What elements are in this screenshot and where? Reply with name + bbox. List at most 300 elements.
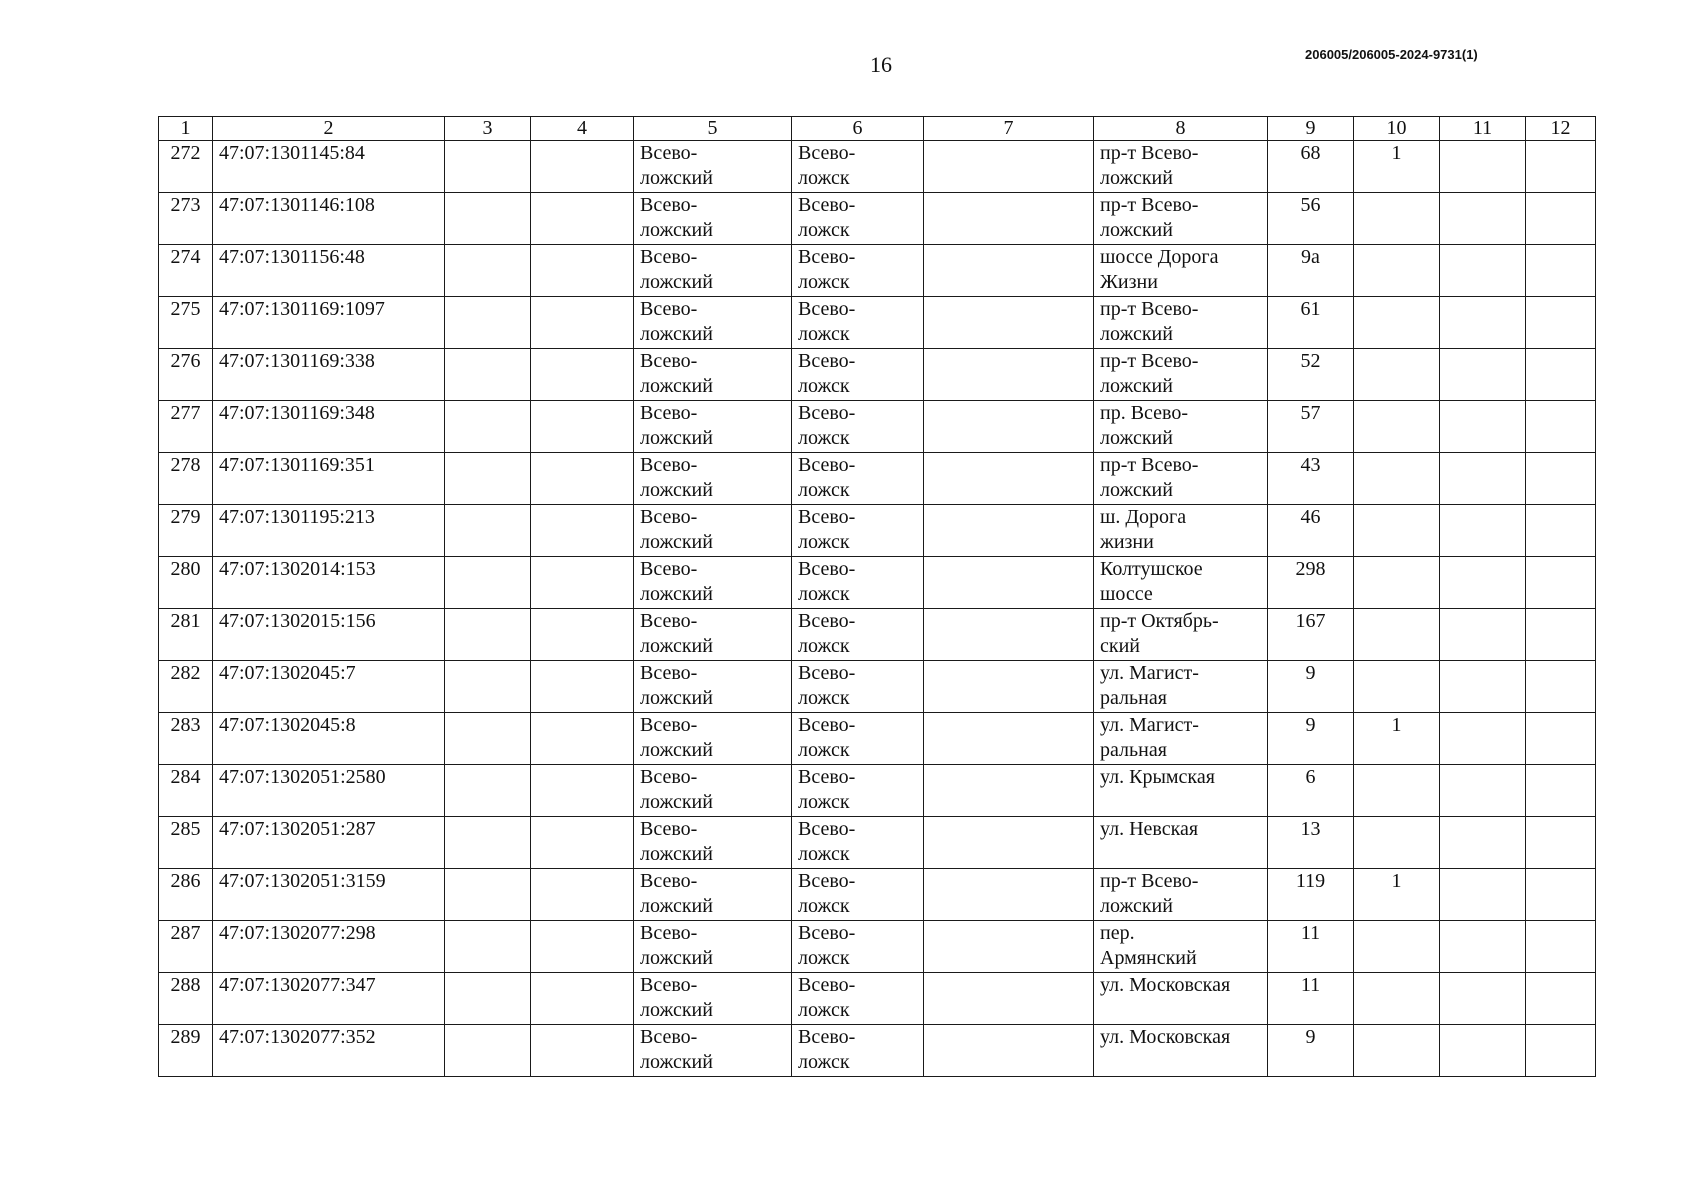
street-name-line: пр-т Всево- — [1100, 194, 1199, 216]
district-cell — [634, 505, 792, 557]
district-name-line: ложский — [640, 583, 713, 605]
cadastral-number-cell — [213, 401, 445, 453]
row-number: 288 — [170, 974, 201, 996]
district-name-line: ложский — [640, 1051, 713, 1073]
column-header: 7 — [924, 117, 1094, 141]
row-number-cell — [159, 245, 213, 297]
street-name-line: шоссе — [1100, 583, 1153, 605]
district-name-line: Всево- — [640, 922, 698, 944]
cadastral-number-cell — [213, 193, 445, 245]
city-cell — [792, 921, 924, 973]
house-number: 298 — [1295, 558, 1326, 580]
cadastral-number-cell — [213, 713, 445, 765]
district-cell — [634, 869, 792, 921]
district-name-line: ложский — [640, 271, 713, 293]
column-10-value: 1 — [1391, 714, 1402, 736]
column-3-cell — [445, 1025, 531, 1077]
column-7-cell — [924, 661, 1094, 713]
district-name-line: Всево- — [640, 870, 698, 892]
row-number: 275 — [170, 298, 201, 320]
street-cell — [1094, 817, 1268, 869]
city-name-line: Всево- — [798, 922, 856, 944]
city-cell — [792, 401, 924, 453]
district-name-line: Всево- — [640, 454, 698, 476]
city-name-line: ложск — [798, 1051, 850, 1073]
table-row — [159, 765, 1596, 817]
district-cell — [634, 973, 792, 1025]
cadastral-number-cell — [213, 297, 445, 349]
street-name-line: Армянский — [1100, 947, 1197, 969]
house-number: 6 — [1305, 766, 1316, 788]
cadastral-number-cell — [213, 609, 445, 661]
house-number: 9 — [1305, 662, 1316, 684]
district-cell — [634, 401, 792, 453]
column-10-value: 1 — [1391, 142, 1402, 164]
table-row — [159, 401, 1596, 453]
row-number: 272 — [170, 142, 201, 164]
district-name-line: Всево- — [640, 662, 698, 684]
cadastral-number-cell — [213, 557, 445, 609]
column-12-cell — [1526, 973, 1596, 1025]
street-name-line: ул. Невская — [1100, 818, 1199, 840]
column-12-cell — [1526, 557, 1596, 609]
column-10-cell — [1354, 297, 1440, 349]
table-row — [159, 609, 1596, 661]
district-cell — [634, 557, 792, 609]
column-4-cell — [531, 609, 634, 661]
table-row — [159, 245, 1596, 297]
street-cell — [1094, 1025, 1268, 1077]
district-name-line: Всево- — [640, 350, 698, 372]
street-cell — [1094, 401, 1268, 453]
row-number: 289 — [170, 1026, 201, 1048]
page-number: 16 — [870, 52, 892, 77]
city-cell — [792, 609, 924, 661]
table-row — [159, 869, 1596, 921]
column-10-cell — [1354, 609, 1440, 661]
street-cell — [1094, 557, 1268, 609]
column-4-cell — [531, 557, 634, 609]
house-number: 9 — [1305, 1026, 1316, 1048]
column-4-cell — [531, 297, 634, 349]
district-name-line: ложский — [640, 479, 713, 501]
street-name-line: ральная — [1100, 739, 1167, 761]
street-name-line: Жизни — [1100, 271, 1158, 293]
street-name-line: пр-т Всево- — [1100, 298, 1199, 320]
column-header: 2 — [213, 117, 445, 141]
row-number: 279 — [170, 506, 201, 528]
street-cell — [1094, 609, 1268, 661]
house-number: 61 — [1300, 298, 1321, 320]
row-number: 274 — [170, 246, 201, 268]
street-name-line: пр-т Всево- — [1100, 350, 1199, 372]
city-name-line: ложск — [798, 687, 850, 709]
column-7-cell — [924, 141, 1094, 193]
house-number: 167 — [1295, 610, 1326, 632]
column-4-cell — [531, 817, 634, 869]
city-name-line: Всево- — [798, 974, 856, 996]
cadastral-number-cell — [213, 1025, 445, 1077]
document-code: 206005/206005-2024-9731(1) — [1305, 47, 1478, 62]
column-12-cell — [1526, 661, 1596, 713]
column-12-cell — [1526, 245, 1596, 297]
city-name-line: ложск — [798, 271, 850, 293]
column-12-cell — [1526, 1025, 1596, 1077]
district-name-line: ложский — [640, 999, 713, 1021]
street-name-line: ский — [1100, 635, 1140, 657]
street-name-line: ложский — [1100, 323, 1173, 345]
column-3-cell — [445, 401, 531, 453]
city-cell — [792, 973, 924, 1025]
row-number-cell — [159, 869, 213, 921]
house-number: 56 — [1300, 194, 1321, 216]
column-7-cell — [924, 401, 1094, 453]
column-3-cell — [445, 453, 531, 505]
column-12-cell — [1526, 765, 1596, 817]
column-4-cell — [531, 193, 634, 245]
district-name-line: Всево- — [640, 818, 698, 840]
column-12-cell — [1526, 401, 1596, 453]
district-cell — [634, 661, 792, 713]
district-name-line: Всево- — [640, 1026, 698, 1048]
column-3-cell — [445, 505, 531, 557]
cadastral-number-cell — [213, 245, 445, 297]
cadastral-number: 47:07:1301169:351 — [219, 454, 375, 476]
street-cell — [1094, 661, 1268, 713]
column-4-cell — [531, 973, 634, 1025]
column-11-cell — [1440, 869, 1526, 921]
district-cell — [634, 1025, 792, 1077]
register-table — [158, 116, 1596, 1077]
cadastral-number-cell — [213, 817, 445, 869]
table-row — [159, 1025, 1596, 1077]
column-10-cell — [1354, 401, 1440, 453]
column-12-cell — [1526, 505, 1596, 557]
district-cell — [634, 193, 792, 245]
column-12-cell — [1526, 921, 1596, 973]
street-cell — [1094, 349, 1268, 401]
district-name-line: ложский — [640, 531, 713, 553]
column-11-cell — [1440, 713, 1526, 765]
street-name-line: пр. Всево- — [1100, 402, 1189, 424]
city-name-line: ложск — [798, 375, 850, 397]
column-11-cell — [1440, 453, 1526, 505]
street-cell — [1094, 453, 1268, 505]
row-number: 285 — [170, 818, 201, 840]
column-11-cell — [1440, 401, 1526, 453]
column-11-cell — [1440, 765, 1526, 817]
column-header: 4 — [531, 117, 634, 141]
cadastral-number: 47:07:1301145:84 — [219, 142, 365, 164]
cadastral-number: 47:07:1302045:7 — [219, 662, 356, 684]
city-name-line: Всево- — [798, 402, 856, 424]
column-12-cell — [1526, 453, 1596, 505]
column-11-cell — [1440, 817, 1526, 869]
house-number: 57 — [1300, 402, 1321, 424]
column-11-cell — [1440, 245, 1526, 297]
district-name-line: Всево- — [640, 142, 698, 164]
city-name-line: Всево- — [798, 246, 856, 268]
table-row — [159, 661, 1596, 713]
cadastral-number: 47:07:1301169:338 — [219, 350, 375, 372]
city-name-line: ложск — [798, 947, 850, 969]
row-number-cell — [159, 193, 213, 245]
column-10-cell — [1354, 973, 1440, 1025]
column-10-cell — [1354, 193, 1440, 245]
row-number-cell — [159, 349, 213, 401]
district-name-line: Всево- — [640, 766, 698, 788]
column-10-cell — [1354, 505, 1440, 557]
cadastral-number-cell — [213, 661, 445, 713]
row-number: 283 — [170, 714, 201, 736]
street-name-line: пр-т Октябрь- — [1100, 610, 1219, 632]
column-3-cell — [445, 349, 531, 401]
street-cell — [1094, 713, 1268, 765]
district-name-line: Всево- — [640, 298, 698, 320]
house-number-cell — [1268, 765, 1354, 817]
city-cell — [792, 869, 924, 921]
district-cell — [634, 297, 792, 349]
column-4-cell — [531, 453, 634, 505]
district-name-line: ложский — [640, 687, 713, 709]
house-number-cell — [1268, 349, 1354, 401]
city-name-line: Всево- — [798, 714, 856, 736]
city-name-line: Всево- — [798, 142, 856, 164]
house-number-cell — [1268, 505, 1354, 557]
cadastral-number: 47:07:1302051:3159 — [219, 870, 386, 892]
street-cell — [1094, 973, 1268, 1025]
column-10-value: 1 — [1391, 870, 1402, 892]
street-cell — [1094, 297, 1268, 349]
column-header: 6 — [792, 117, 924, 141]
district-cell — [634, 921, 792, 973]
district-cell — [634, 141, 792, 193]
column-11-cell — [1440, 609, 1526, 661]
house-number-cell — [1268, 869, 1354, 921]
column-7-cell — [924, 609, 1094, 661]
row-number-cell — [159, 661, 213, 713]
column-7-cell — [924, 973, 1094, 1025]
column-header: 11 — [1440, 117, 1526, 141]
column-header: 10 — [1354, 117, 1440, 141]
house-number: 13 — [1300, 818, 1321, 840]
column-7-cell — [924, 297, 1094, 349]
column-11-cell — [1440, 973, 1526, 1025]
column-7-cell — [924, 921, 1094, 973]
row-number: 280 — [170, 558, 201, 580]
table-body — [159, 141, 1596, 1077]
column-10-cell — [1354, 453, 1440, 505]
city-name-line: Всево- — [798, 870, 856, 892]
column-10-cell — [1354, 921, 1440, 973]
column-header: 5 — [634, 117, 792, 141]
city-name-line: ложск — [798, 427, 850, 449]
house-number-cell — [1268, 453, 1354, 505]
column-3-cell — [445, 557, 531, 609]
column-11-cell — [1440, 557, 1526, 609]
column-4-cell — [531, 765, 634, 817]
district-name-line: ложский — [640, 375, 713, 397]
city-name-line: Всево- — [798, 1026, 856, 1048]
cadastral-number-cell — [213, 973, 445, 1025]
row-number: 278 — [170, 454, 201, 476]
column-4-cell — [531, 869, 634, 921]
district-name-line: ложский — [640, 947, 713, 969]
row-number-cell — [159, 505, 213, 557]
cadastral-number-cell — [213, 505, 445, 557]
district-name-line: Всево- — [640, 506, 698, 528]
table-row — [159, 505, 1596, 557]
city-name-line: ложск — [798, 323, 850, 345]
column-10-cell — [1354, 661, 1440, 713]
column-3-cell — [445, 973, 531, 1025]
district-name-line: ложский — [640, 167, 713, 189]
row-number: 276 — [170, 350, 201, 372]
cadastral-number: 47:07:1301169:1097 — [219, 298, 385, 320]
city-cell — [792, 245, 924, 297]
cadastral-number-cell — [213, 453, 445, 505]
cadastral-number: 47:07:1301195:213 — [219, 506, 375, 528]
house-number: 119 — [1295, 870, 1326, 892]
column-header: 9 — [1268, 117, 1354, 141]
cadastral-number: 47:07:1302077:298 — [219, 922, 376, 944]
row-number: 282 — [170, 662, 201, 684]
column-7-cell — [924, 817, 1094, 869]
street-name-line: пр-т Всево- — [1100, 454, 1199, 476]
column-7-cell — [924, 1025, 1094, 1077]
column-7-cell — [924, 505, 1094, 557]
city-name-line: ложск — [798, 531, 850, 553]
row-number-cell — [159, 817, 213, 869]
row-number: 277 — [170, 402, 201, 424]
street-name-line: ложский — [1100, 427, 1173, 449]
street-cell — [1094, 765, 1268, 817]
house-number-cell — [1268, 141, 1354, 193]
city-cell — [792, 453, 924, 505]
column-10-cell — [1354, 713, 1440, 765]
street-name-line: ложский — [1100, 895, 1173, 917]
row-number-cell — [159, 973, 213, 1025]
column-header: 3 — [445, 117, 531, 141]
column-10-cell — [1354, 1025, 1440, 1077]
column-3-cell — [445, 765, 531, 817]
street-cell — [1094, 869, 1268, 921]
house-number: 9а — [1301, 246, 1320, 268]
street-name-line: пр-т Всево- — [1100, 142, 1199, 164]
city-name-line: Всево- — [798, 558, 856, 580]
street-name-line: жизни — [1100, 531, 1154, 553]
column-3-cell — [445, 609, 531, 661]
row-number-cell — [159, 557, 213, 609]
district-name-line: Всево- — [640, 246, 698, 268]
city-cell — [792, 661, 924, 713]
street-cell — [1094, 193, 1268, 245]
column-3-cell — [445, 713, 531, 765]
column-4-cell — [531, 349, 634, 401]
street-cell — [1094, 141, 1268, 193]
column-7-cell — [924, 765, 1094, 817]
district-cell — [634, 713, 792, 765]
cadastral-number: 47:07:1302077:347 — [219, 974, 376, 996]
city-name-line: ложск — [798, 635, 850, 657]
table-row — [159, 713, 1596, 765]
column-3-cell — [445, 297, 531, 349]
city-name-line: Всево- — [798, 818, 856, 840]
house-number-cell — [1268, 193, 1354, 245]
street-name-line: шоссе Дорога — [1100, 246, 1219, 268]
district-name-line: ложский — [640, 323, 713, 345]
house-number: 11 — [1300, 974, 1321, 996]
column-7-cell — [924, 557, 1094, 609]
street-cell — [1094, 505, 1268, 557]
street-name-line: пр-т Всево- — [1100, 870, 1199, 892]
column-3-cell — [445, 245, 531, 297]
column-7-cell — [924, 245, 1094, 297]
house-number: 43 — [1300, 454, 1321, 476]
row-number-cell — [159, 297, 213, 349]
column-number-row — [159, 117, 1596, 141]
row-number-cell — [159, 141, 213, 193]
city-name-line: Всево- — [798, 610, 856, 632]
city-name-line: ложск — [798, 219, 850, 241]
city-cell — [792, 193, 924, 245]
table-row — [159, 557, 1596, 609]
street-name-line: ул. Крымская — [1100, 766, 1215, 788]
street-name-line: ральная — [1100, 687, 1167, 709]
table-row — [159, 973, 1596, 1025]
column-4-cell — [531, 713, 634, 765]
district-cell — [634, 349, 792, 401]
column-10-cell — [1354, 141, 1440, 193]
city-name-line: Всево- — [798, 350, 856, 372]
city-cell — [792, 713, 924, 765]
column-4-cell — [531, 505, 634, 557]
street-name-line: ложский — [1100, 479, 1173, 501]
column-10-cell — [1354, 765, 1440, 817]
column-12-cell — [1526, 609, 1596, 661]
city-cell — [792, 765, 924, 817]
column-12-cell — [1526, 713, 1596, 765]
street-cell — [1094, 245, 1268, 297]
column-12-cell — [1526, 349, 1596, 401]
row-number: 281 — [170, 610, 201, 632]
house-number: 68 — [1300, 142, 1321, 164]
house-number-cell — [1268, 973, 1354, 1025]
house-number-cell — [1268, 401, 1354, 453]
district-name-line: ложский — [640, 895, 713, 917]
district-cell — [634, 765, 792, 817]
column-11-cell — [1440, 141, 1526, 193]
cadastral-number-cell — [213, 869, 445, 921]
row-number-cell — [159, 401, 213, 453]
column-7-cell — [924, 453, 1094, 505]
house-number-cell — [1268, 713, 1354, 765]
cadastral-number: 47:07:1302014:153 — [219, 558, 376, 580]
column-12-cell — [1526, 297, 1596, 349]
column-4-cell — [531, 1025, 634, 1077]
district-name-line: Всево- — [640, 194, 698, 216]
table-row — [159, 453, 1596, 505]
street-name-line: ш. Дорога — [1100, 506, 1187, 528]
column-4-cell — [531, 245, 634, 297]
city-name-line: ложск — [798, 843, 850, 865]
column-3-cell — [445, 817, 531, 869]
city-name-line: ложск — [798, 583, 850, 605]
district-cell — [634, 609, 792, 661]
column-4-cell — [531, 401, 634, 453]
city-cell — [792, 505, 924, 557]
street-cell — [1094, 921, 1268, 973]
